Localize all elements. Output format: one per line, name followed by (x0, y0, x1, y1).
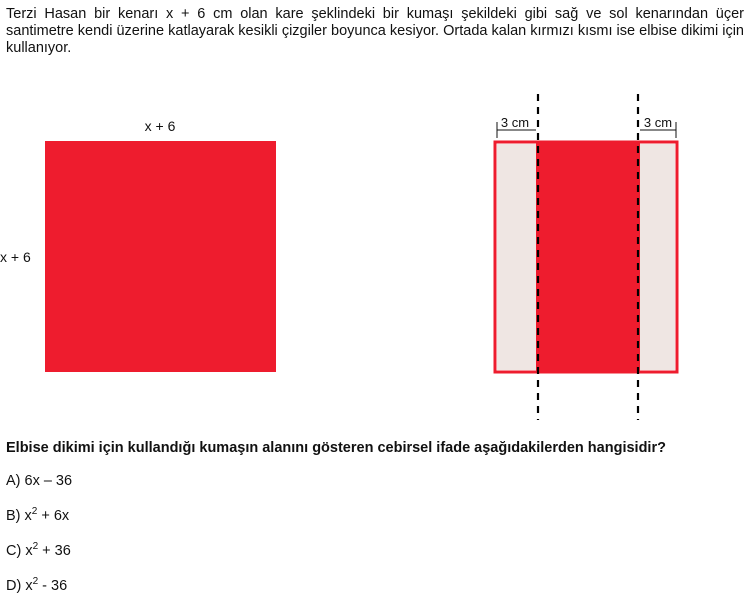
option-letter: D) (6, 578, 22, 594)
option-letter: C) (6, 543, 22, 559)
option-expression: 6x – 36 (24, 473, 73, 489)
fold-strip-right (640, 144, 675, 370)
option-base: x (25, 578, 33, 594)
option-rest: - 36 (38, 578, 68, 594)
square-fabric (45, 141, 276, 372)
fold-right-label: 3 cm (643, 115, 673, 130)
answer-options (6, 472, 72, 612)
fabric-figure (0, 90, 750, 430)
option-rest: + 6x (37, 508, 70, 524)
option-letter: B) (6, 508, 21, 524)
square-side-label: x + 6 (0, 249, 31, 265)
option-b[interactable] (6, 507, 72, 542)
option-base: x (24, 508, 32, 524)
option-exponent: 2 (32, 541, 39, 552)
option-rest: + 36 (38, 543, 71, 559)
fold-strip-left (497, 144, 536, 370)
square-top-label: x + 6 (144, 118, 176, 134)
fold-left-label: 3 cm (500, 115, 530, 130)
option-exponent: 2 (31, 506, 38, 517)
question-text: Elbise dikimi için kullandığı kumaşın alanını gösteren cebirsel ifade aşağıdakilerden hangisidir? (6, 440, 666, 456)
option-a[interactable] (6, 472, 72, 507)
option-exponent: 2 (32, 576, 39, 587)
option-letter: A) (6, 473, 21, 489)
option-d[interactable] (6, 577, 72, 612)
option-base: x (25, 543, 33, 559)
problem-intro: Terzi Hasan bir kenarı x + 6 cm olan kare şeklindeki bir kumaşı şekildeki gibi sağ ve sol kenarından üçer santimetre kendi üzerine katlayarak kesikli çizgiler boyunca kesiyor. Ortada kalan kırmızı kısmı ise elbise dikimi için kullanıyor. (6, 6, 744, 56)
center-red-fabric (536, 142, 640, 372)
option-c[interactable] (6, 542, 72, 577)
